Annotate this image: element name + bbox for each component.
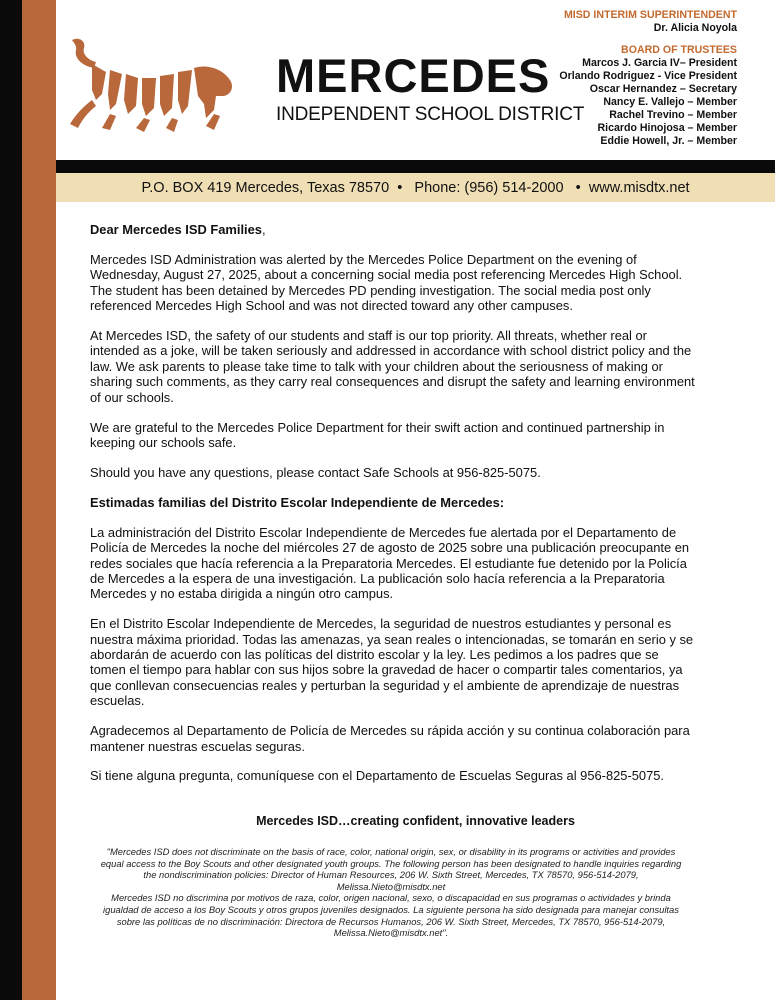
phone-text: Phone: (956) 514-2000 — [414, 179, 564, 196]
board-member: Ricardo Hinojosa – Member — [597, 122, 737, 134]
board-title: BOARD OF TRUSTEES — [621, 44, 737, 56]
paragraph-en: Should you have any questions, please contact Safe Schools at 956-825-5075. — [90, 464, 541, 480]
greeting-en: Dear Mercedes ISD Families, — [90, 222, 266, 237]
paragraph-es: Agradecemos al Departamento de Policía de Mercedes su rápida acción y su continua colaboración para mantener nuestras escuelas seguras. — [90, 723, 690, 754]
board-member: Rachel Trevino – Member — [609, 109, 737, 121]
paragraph-es: En el Distrito Escolar Independiente de Mercedes, la seguridad de nuestros estudiantes y personal es nuestra máxima prioridad. Todas las amenazas, ya sean reales o intencionadas, se tomarán en serio y se abordarán de acuerdo con las políticas del distrito escolar y la ley. Les pedimos a los padres que se tomen el tiempo para hablar con sus hijos sobre la gravedad de hacer o compartir tales comentarios, ya que conllevan consecuencias reales y perturban la seguridad y el ambiente de aprendizaje de nuestras escuelas. — [90, 616, 694, 709]
letter-body — [90, 222, 696, 798]
left-black-stripe — [0, 0, 22, 1000]
board-member: Eddie Howell, Jr. – Member — [600, 135, 737, 147]
paragraph-en: We are grateful to the Mercedes Police Department for their swift action and continued partnership in keeping our schools safe. — [90, 419, 665, 450]
left-orange-stripe — [22, 0, 56, 1000]
website-link[interactable]: www.misdtx.net — [588, 179, 690, 196]
leadership-list — [559, 9, 737, 148]
board-member: Orlando Rodriguez - Vice President — [559, 70, 737, 82]
brand-subtitle: INDEPENDENT SCHOOL DISTRICT — [276, 104, 585, 125]
disclaimer-es: Mercedes ISD no discrimina por motivos de raza, color, origen nacional, sexo, o discapacidad en sus programas o actividades y brinda igualdad de acceso a los Boy Scouts y otros grupos juveniles designados. La siguiente persona ha sido designada para manejar consultas sobre las políticas de no discriminación: Directora de Recursos Humanos, 206 W. Sixth Street, Mercedes, TX 78570, 956-514-2079, Melissa.Nieto@misdtx.net". — [103, 892, 679, 939]
nondiscrimination-notice — [96, 846, 686, 939]
paragraph-en: Mercedes ISD Administration was alerted by the Mercedes Police Department on the evening of Wednesday, August 27, 2025, about a concerning social media post referencing Mercedes High School. The student has been detained by Mercedes PD pending investigation. The social media post only referenced Mercedes High School and was not directed toward any other campuses. — [90, 251, 683, 314]
paragraph-es: La administración del Distrito Escolar Independiente de Mercedes fue alertada por el Departamento de Policía de Mercedes la noche del miércoles 27 de agosto de 2025 sobre una publicación preocupante en redes sociales que hacía referencia a la Preparatoria Mercedes. El estudiante fue detenido por la Policía de Mercedes a la espera de una investigación. La publicación solo hacía referencia a la Preparatoria Mercedes y no estaba dirigida a ningún otro campus. — [90, 524, 690, 602]
contact-band — [56, 173, 775, 202]
board-member: Nancy E. Vallejo – Member — [603, 96, 737, 108]
separator: • — [575, 179, 581, 196]
greeting-es: Estimadas familias del Distrito Escolar Independiente de Mercedes: — [90, 494, 505, 510]
tiger-logo-icon — [66, 34, 266, 134]
paragraph-es: Si tiene alguna pregunta, comuníquese con el Departamento de Escuelas Seguras al 956-825-5075. — [90, 768, 665, 784]
board-member: Oscar Hernandez – Secretary — [589, 83, 737, 95]
brand-title: MERCEDES — [276, 49, 551, 102]
address-text: P.O. BOX 419 Mercedes, Texas 78570 — [141, 179, 390, 196]
paragraph-en: At Mercedes ISD, the safety of our students and staff is our top priority. All threats, whether real or intended as a joke, will be taken seriously and addressed in accordance with school district policy and the law. We ask parents to please take time to talk with your children about the seriousness of making or sharing such comments, as they carry real consequences and disrupt the safety and learning environment of our schools. — [90, 328, 695, 405]
superintendent-title: MISD INTERIM SUPERINTENDENT — [563, 9, 737, 21]
disclaimer-en: "Mercedes ISD does not discriminate on the basis of race, color, national origin, sex, or disability in its programs or activities and provides equal access to the Boy Scouts and other designated youth groups. The following person has been designated to handle inquiries regarding the nondiscrimination policies: Director of Human Resources, 206 W. Sixth Street, Mercedes, TX 78570, 956-514-2079, Melissa.Nieto@misdtx.net — [100, 846, 682, 892]
tagline: Mercedes ISD…creating confident, innovative leaders — [256, 814, 575, 828]
board-member: Marcos J. Garcia IV– President — [582, 57, 737, 69]
separator: • — [397, 179, 403, 196]
header-divider — [56, 160, 775, 173]
superintendent-name: Dr. Alicia Noyola — [653, 22, 737, 34]
